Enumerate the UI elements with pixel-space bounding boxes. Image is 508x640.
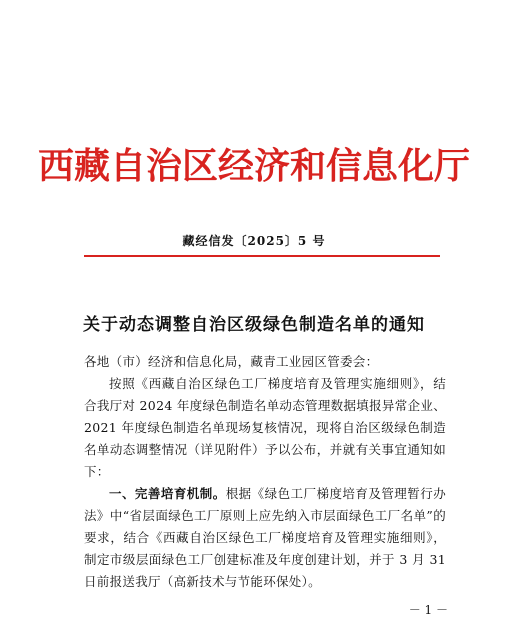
issuer-title: 西藏自治区经济和信息化厅 xyxy=(37,145,470,187)
section-1-text: 根据《绿色工厂梯度培育及管理暂行办法》中“省层面绿色工厂原则上应先纳入市层面绿色工厂名单”的要求，结合《西藏自治区绿色工厂梯度培育及管理实施细则》，制定市级层面绿色工厂创建标准及年度创建计划，并于 3 月 31 日前报送我厅（高新技术与节能环保处）。 xyxy=(84,486,446,589)
page-number: － 1 － xyxy=(408,603,448,617)
notice-body xyxy=(84,351,446,593)
paragraph-section-1 xyxy=(84,483,446,593)
paragraph-intro: 按照《西藏自治区绿色工厂梯度培育及管理实施细则》，结合我厅对 2024 年度绿色制造名单动态管理数据填报异常企业、2021 年度绿色制造名单现场复核情况，现将自治区级绿色制造名单动态调整情况（详见附件）予以公布，并就有关事宜通知如下： xyxy=(84,376,446,479)
section-1-heading: 一、完善培育机制。 xyxy=(109,486,226,501)
salutation: 各地（市）经济和信息化局，藏青工业园区管委会： xyxy=(84,354,379,369)
document-number: 藏经信发〔2025〕5 号 xyxy=(182,234,326,248)
notice-title: 关于动态调整自治区级绿色制造名单的通知 xyxy=(83,315,425,335)
red-divider-line xyxy=(84,255,440,257)
